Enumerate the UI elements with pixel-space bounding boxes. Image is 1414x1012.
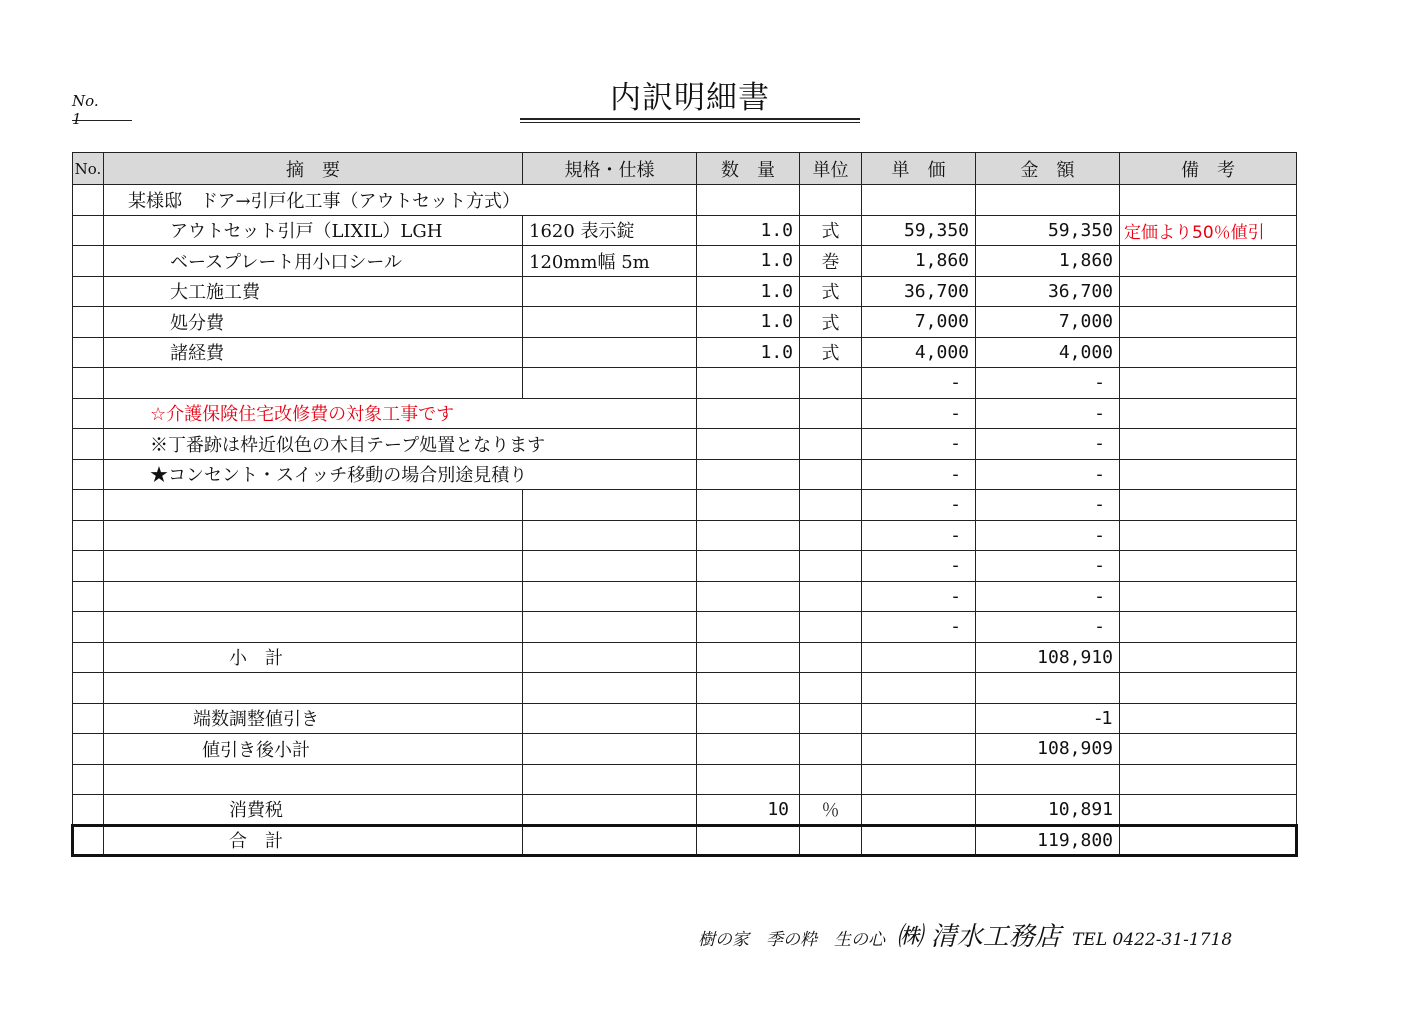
company-phone: TEL 0422-31-1718: [1072, 930, 1233, 950]
row-amount: -: [976, 429, 1120, 460]
row-unit: 式: [800, 276, 862, 307]
row-spec: [523, 276, 697, 307]
after-discount-row: [73, 734, 1297, 765]
row-remarks: [1120, 246, 1297, 277]
tax-rate-unit: ％: [800, 795, 862, 826]
row-quantity: 1.0: [697, 337, 800, 368]
row-quantity: 1.0: [697, 246, 800, 277]
row-remarks: [1120, 337, 1297, 368]
header-unit-price: 単 価: [862, 153, 976, 185]
table-row: [73, 398, 1297, 429]
row-unit-price: -: [862, 581, 976, 612]
row-unit-price: -: [862, 551, 976, 582]
row-unit-price: -: [862, 612, 976, 643]
row-amount: -: [976, 368, 1120, 399]
row-unit-price: 1,860: [862, 246, 976, 277]
row-amount: 59,350: [976, 215, 1120, 246]
tax-rate: 10: [697, 795, 800, 826]
row-unit-price: 7,000: [862, 307, 976, 338]
row-unit: 巻: [800, 246, 862, 277]
rounding-discount-amount: -1: [976, 703, 1120, 734]
row-amount: -: [976, 551, 1120, 582]
row-description: アウトセット引戸（LIXIL）LGH: [104, 215, 523, 246]
tax-label: 消費税: [104, 795, 523, 826]
title-underline-double: [520, 122, 860, 123]
row-description: [104, 368, 523, 399]
row-unit: 式: [800, 307, 862, 338]
table-row: [73, 764, 1297, 795]
table-row: [73, 673, 1297, 704]
table-row: [73, 520, 1297, 551]
header-spec: 規格・仕様: [523, 153, 697, 185]
tax-row: [73, 795, 1297, 826]
row-unit-price: 59,350: [862, 215, 976, 246]
rounding-discount-row: [73, 703, 1297, 734]
tax-amount: 10,891: [976, 795, 1120, 826]
row-description: ※丁番跡は枠近似色の木目テープ処置となります: [104, 429, 697, 460]
row-unit: 式: [800, 337, 862, 368]
company-slogan: 樹の家 季の粋 生の心: [698, 930, 885, 950]
table-row: [73, 215, 1297, 246]
row-unit-price: -: [862, 429, 976, 460]
header-quantity: 数 量: [697, 153, 800, 185]
row-unit-price: -: [862, 490, 976, 521]
row-quantity: 1.0: [697, 215, 800, 246]
table-row: [73, 337, 1297, 368]
header-remarks: 備 考: [1120, 153, 1297, 185]
row-description: [104, 490, 523, 521]
row-unit: 式: [800, 215, 862, 246]
subtotal-row: [73, 642, 1297, 673]
row-amount: -: [976, 398, 1120, 429]
row-spec: 120mm幅 5m: [523, 246, 697, 277]
rounding-discount-label: 端数調整値引き: [104, 703, 523, 734]
row-amount: -: [976, 459, 1120, 490]
subtotal-label: 小 計: [104, 642, 523, 673]
subtotal-amount: 108,910: [976, 642, 1120, 673]
title-underline: [520, 118, 860, 120]
row-spec: 1620 表示錠: [523, 215, 697, 246]
row-amount: 7,000: [976, 307, 1120, 338]
header-amount: 金 額: [976, 153, 1120, 185]
table-row: [73, 551, 1297, 582]
page-title: 内訳明細書: [610, 80, 770, 116]
row-remarks: 定価より50％値引: [1120, 215, 1297, 246]
row-description: [104, 520, 523, 551]
row-description: 処分費: [104, 307, 523, 338]
row-unit-price: -: [862, 520, 976, 551]
row-spec: [523, 337, 697, 368]
row-description: [104, 612, 523, 643]
after-discount-amount: 108,909: [976, 734, 1120, 765]
total-amount: 119,800: [976, 825, 1120, 856]
total-label: 合 計: [104, 825, 523, 856]
row-unit-price: -: [862, 368, 976, 399]
row-amount: -: [976, 581, 1120, 612]
table-row: [73, 276, 1297, 307]
table-row: [73, 368, 1297, 399]
table-row: [73, 459, 1297, 490]
row-remarks: [1120, 307, 1297, 338]
table-row: [73, 581, 1297, 612]
header-unit: 単位: [800, 153, 862, 185]
table-row: [73, 429, 1297, 460]
row-quantity: 1.0: [697, 276, 800, 307]
header-description: 摘 要: [104, 153, 523, 185]
row-amount: 4,000: [976, 337, 1120, 368]
document-number-label: No.: [72, 92, 99, 110]
document-number-value: 1: [72, 110, 82, 128]
table-row: [73, 307, 1297, 338]
document-number: [72, 92, 132, 128]
row-amount: 36,700: [976, 276, 1120, 307]
row-amount: -: [976, 612, 1120, 643]
row-description: ベースプレート用小口シール: [104, 246, 523, 277]
row-remarks: [1120, 276, 1297, 307]
row-description: 大工施工費: [104, 276, 523, 307]
row-amount: -: [976, 520, 1120, 551]
row-unit-price: -: [862, 459, 976, 490]
row-unit-price: 36,700: [862, 276, 976, 307]
total-row: [73, 825, 1297, 856]
page-title-block: [520, 78, 860, 124]
row-description: ☆介護保険住宅改修費の対象工事です: [104, 398, 697, 429]
company-footer: [698, 916, 1298, 953]
table-row: [73, 612, 1297, 643]
header-no: No.: [73, 153, 104, 185]
row-amount: -: [976, 490, 1120, 521]
row-quantity: 1.0: [697, 307, 800, 338]
row-description: [104, 581, 523, 612]
table-row: [73, 185, 1297, 216]
table-header-row: [73, 153, 1297, 185]
table-row: [73, 246, 1297, 277]
row-description: 諸経費: [104, 337, 523, 368]
company-name: ㈱ 清水工務店: [896, 922, 1061, 952]
row-unit-price: 4,000: [862, 337, 976, 368]
row-amount: 1,860: [976, 246, 1120, 277]
row-description: ★コンセント・スイッチ移動の場合別途見積り: [104, 459, 697, 490]
row-description: [104, 551, 523, 582]
estimate-table: [71, 152, 1298, 857]
row-unit-price: -: [862, 398, 976, 429]
row-description: 某様邸 ドア→引戸化工事（アウトセット方式）: [104, 185, 697, 216]
after-discount-label: 値引き後小計: [104, 734, 523, 765]
row-spec: [523, 307, 697, 338]
table-row: [73, 490, 1297, 521]
